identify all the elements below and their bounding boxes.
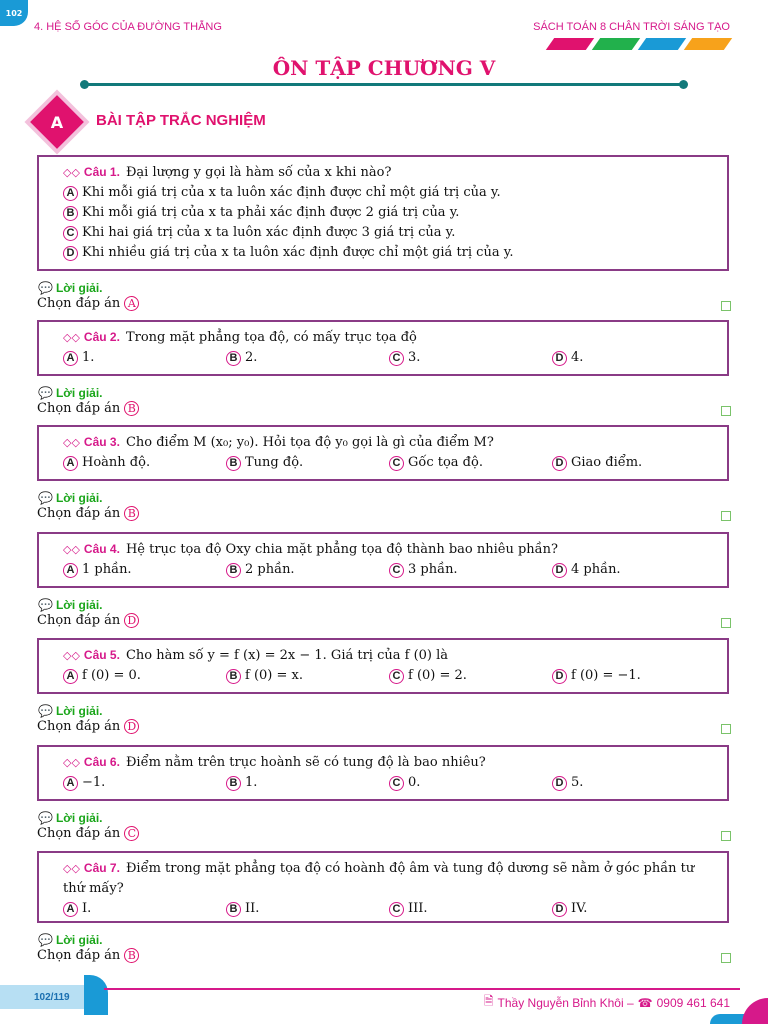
question-label: Câu 6. xyxy=(83,755,120,769)
option-c xyxy=(389,666,552,686)
options xyxy=(63,899,715,919)
option-letter: C xyxy=(389,456,404,471)
option-letter: B xyxy=(226,669,241,684)
option-letter: C xyxy=(389,351,404,366)
answer-letter: D xyxy=(124,613,139,628)
option-text: Khi mỗi giá trị của x ta phải xác định được 2 giá trị của y. xyxy=(82,205,460,220)
option-c xyxy=(389,899,552,919)
author-info xyxy=(484,992,730,1013)
option-c xyxy=(63,223,715,243)
solution-label xyxy=(38,491,103,505)
option-letter: A xyxy=(63,776,78,791)
end-of-proof-square xyxy=(721,301,731,311)
answer-letter: B xyxy=(124,401,139,416)
end-of-proof-square xyxy=(721,831,731,841)
stripe xyxy=(546,38,594,50)
solution-label-text: Lời giải. xyxy=(55,933,103,947)
option-letter: A xyxy=(63,902,78,917)
question-text xyxy=(63,328,715,348)
option-c xyxy=(389,773,552,793)
option-letter: C xyxy=(389,902,404,917)
solution-answer xyxy=(37,401,143,416)
solution-label xyxy=(38,281,103,295)
option-b xyxy=(63,203,715,223)
question-text xyxy=(63,433,715,453)
question-text xyxy=(63,646,715,666)
choose-answer-text: Chọn đáp án xyxy=(37,719,121,734)
solution-label-text: Lời giải. xyxy=(55,491,103,505)
option-b xyxy=(226,773,389,793)
question-marker-icon: ◇◇ xyxy=(63,756,80,769)
option-text: 1 phần. xyxy=(82,562,132,577)
chapter-header: 4. HỆ SỐ GÓC CỦA ĐƯỜNG THẲNG xyxy=(34,21,222,33)
option-a xyxy=(63,666,226,686)
choose-answer-text: Chọn đáp án xyxy=(37,401,121,416)
option-b xyxy=(226,348,389,368)
option-a xyxy=(63,183,715,203)
solution-answer xyxy=(37,296,143,311)
option-text: 1. xyxy=(245,775,258,790)
option-d xyxy=(552,560,715,580)
option-letter: D xyxy=(552,902,567,917)
page-counter: 102/119 xyxy=(0,985,90,1009)
options xyxy=(63,183,715,263)
speech-bubble-icon: 💬 xyxy=(38,281,53,295)
title-divider xyxy=(84,83,684,86)
option-text: 4 phần. xyxy=(571,562,621,577)
option-letter: C xyxy=(389,563,404,578)
end-of-proof-square xyxy=(721,511,731,521)
option-letter: B xyxy=(226,351,241,366)
option-c xyxy=(389,560,552,580)
answer-letter: A xyxy=(124,296,139,311)
solution-label xyxy=(38,811,103,825)
option-text: III. xyxy=(408,901,428,916)
option-letter: C xyxy=(389,669,404,684)
speech-bubble-icon: 💬 xyxy=(38,598,53,612)
option-text: II. xyxy=(245,901,260,916)
author-phone: 0909 461 641 xyxy=(656,995,730,1010)
corner-decoration xyxy=(742,998,768,1024)
option-b xyxy=(226,453,389,473)
options xyxy=(63,348,715,368)
question-text xyxy=(63,163,715,183)
choose-answer-text: Chọn đáp án xyxy=(37,613,121,628)
option-d xyxy=(552,899,715,919)
solution-label-text: Lời giải. xyxy=(55,281,103,295)
solution-label-text: Lời giải. xyxy=(55,386,103,400)
question-text xyxy=(63,753,715,773)
solution-label xyxy=(38,704,103,718)
footer-divider xyxy=(104,988,740,990)
option-text: 3 phần. xyxy=(408,562,458,577)
option-letter: D xyxy=(552,563,567,578)
page-number-tab: 102 xyxy=(0,0,28,26)
question-marker-icon: ◇◇ xyxy=(63,543,80,556)
option-letter: C xyxy=(63,226,78,241)
option-letter: B xyxy=(226,563,241,578)
end-of-proof-square xyxy=(721,724,731,734)
question-stem: Điểm nằm trên trục hoành sẽ có tung độ là bao nhiêu? xyxy=(125,755,486,770)
option-text: Khi hai giá trị của x ta luôn xác định được 3 giá trị của y. xyxy=(82,225,456,240)
speech-bubble-icon: 💬 xyxy=(38,491,53,505)
option-letter: A xyxy=(63,669,78,684)
stripe xyxy=(684,38,732,50)
solution-label xyxy=(38,598,103,612)
option-text: Hoành độ. xyxy=(82,455,151,470)
option-text: Gốc tọa độ. xyxy=(408,455,483,470)
end-of-proof-square xyxy=(721,618,731,628)
option-d xyxy=(552,773,715,793)
option-text: −1. xyxy=(82,775,106,790)
answer-letter: B xyxy=(124,506,139,521)
option-letter: B xyxy=(226,456,241,471)
option-text: f (0) = 2. xyxy=(408,668,467,683)
option-text: f (0) = 0. xyxy=(82,668,141,683)
question-stem: Cho điểm M (x₀; y₀). Hỏi tọa độ y₀ gọi là gì của điểm M? xyxy=(125,435,494,450)
option-d xyxy=(552,453,715,473)
section-letter: A xyxy=(50,112,64,132)
option-letter: B xyxy=(63,206,78,221)
options xyxy=(63,773,715,793)
option-text: f (0) = x. xyxy=(245,668,303,683)
question-text xyxy=(63,540,715,560)
end-of-proof-square xyxy=(721,406,731,416)
option-text: Khi mỗi giá trị của x ta luôn xác định được chỉ một giá trị của y. xyxy=(82,185,501,200)
question-label: Câu 7. xyxy=(83,861,120,875)
stripe xyxy=(592,38,640,50)
question-marker-icon: ◇◇ xyxy=(63,436,80,449)
question-label: Câu 2. xyxy=(83,330,120,344)
solution-label-text: Lời giải. xyxy=(55,704,103,718)
question-stem: Đại lượng y gọi là hàm số của x khi nào? xyxy=(125,165,392,180)
page-title: ÔN TẬP CHƯƠNG V xyxy=(272,56,496,80)
option-a xyxy=(63,453,226,473)
speech-bubble-icon: 💬 xyxy=(38,386,53,400)
speech-bubble-icon: 💬 xyxy=(38,811,53,825)
option-text: Khi nhiều giá trị của x ta luôn xác định được chỉ một giá trị của y. xyxy=(82,245,514,260)
option-text: 5. xyxy=(571,775,584,790)
options xyxy=(63,666,715,686)
question-box xyxy=(37,155,729,271)
header-stripes xyxy=(550,38,728,50)
option-text: Tung độ. xyxy=(245,455,304,470)
option-text: I. xyxy=(82,901,92,916)
question-label: Câu 4. xyxy=(83,542,120,556)
question-box xyxy=(37,532,729,588)
question-stem: Cho hàm số y = f (x) = 2x − 1. Giá trị của f (0) là xyxy=(125,648,449,663)
option-letter: B xyxy=(226,902,241,917)
option-letter: D xyxy=(552,776,567,791)
speech-bubble-icon: 💬 xyxy=(38,933,53,947)
answer-letter: B xyxy=(124,948,139,963)
question-marker-icon: ◇◇ xyxy=(63,649,80,662)
option-d xyxy=(552,348,715,368)
option-text: 4. xyxy=(571,350,584,365)
question-stem: Hệ trục tọa độ Oxy chia mặt phẳng tọa độ thành bao nhiêu phần? xyxy=(125,542,558,557)
option-c xyxy=(389,453,552,473)
option-b xyxy=(226,560,389,580)
question-stem: Điểm trong mặt phẳng tọa độ có hoành độ âm và tung độ dương sẽ nằm ở góc phần tư thứ mấy? xyxy=(63,861,695,896)
question-marker-icon: ◇◇ xyxy=(63,166,80,179)
options xyxy=(63,453,715,473)
option-letter: B xyxy=(226,776,241,791)
option-text: Giao điểm. xyxy=(571,455,643,470)
question-label: Câu 5. xyxy=(83,648,120,662)
option-b xyxy=(226,666,389,686)
choose-answer-text: Chọn đáp án xyxy=(37,296,121,311)
option-c xyxy=(389,348,552,368)
option-a xyxy=(63,348,226,368)
question-text xyxy=(63,859,715,899)
question-label: Câu 3. xyxy=(83,435,120,449)
question-box xyxy=(37,320,729,376)
choose-answer-text: Chọn đáp án xyxy=(37,948,121,963)
options xyxy=(63,560,715,580)
option-text: IV. xyxy=(571,901,588,916)
option-letter: D xyxy=(552,351,567,366)
solution-label xyxy=(38,933,103,947)
question-marker-icon: ◇◇ xyxy=(63,331,80,344)
choose-answer-text: Chọn đáp án xyxy=(37,506,121,521)
option-letter: C xyxy=(389,776,404,791)
solution-answer xyxy=(37,613,143,628)
option-text: 0. xyxy=(408,775,421,790)
solution-answer xyxy=(37,948,143,963)
option-letter: D xyxy=(552,456,567,471)
solution-label-text: Lời giải. xyxy=(55,811,103,825)
option-d xyxy=(552,666,715,686)
option-d xyxy=(63,243,715,263)
option-letter: D xyxy=(63,246,78,261)
option-text: 2. xyxy=(245,350,258,365)
option-letter: A xyxy=(63,456,78,471)
answer-letter: C xyxy=(124,826,139,841)
phone-icon: ☎ xyxy=(637,995,653,1010)
question-box xyxy=(37,851,729,923)
option-text: 3. xyxy=(408,350,421,365)
option-a xyxy=(63,773,226,793)
solution-answer xyxy=(37,506,143,521)
option-letter: D xyxy=(552,669,567,684)
option-letter: A xyxy=(63,351,78,366)
option-text: 1. xyxy=(82,350,95,365)
speech-bubble-icon: 💬 xyxy=(38,704,53,718)
end-of-proof-square xyxy=(721,953,731,963)
option-a xyxy=(63,899,226,919)
question-box xyxy=(37,638,729,694)
author-name: Thầy Nguyễn Bỉnh Khôi – xyxy=(497,995,634,1010)
solution-label xyxy=(38,386,103,400)
question-marker-icon: ◇◇ xyxy=(63,862,80,875)
solution-label-text: Lời giải. xyxy=(55,598,103,612)
document-icon: 🗎 xyxy=(483,994,494,1008)
question-stem: Trong mặt phẳng tọa độ, có mấy trục tọa độ xyxy=(125,330,417,345)
option-letter: A xyxy=(63,186,78,201)
question-box xyxy=(37,425,729,481)
option-a xyxy=(63,560,226,580)
stripe xyxy=(638,38,686,50)
answer-letter: D xyxy=(124,719,139,734)
pager-decoration xyxy=(84,975,108,1015)
solution-answer xyxy=(37,826,143,841)
book-header: SÁCH TOÁN 8 CHÂN TRỜI SÁNG TẠO xyxy=(533,21,730,33)
choose-answer-text: Chọn đáp án xyxy=(37,826,121,841)
option-b xyxy=(226,899,389,919)
section-title: BÀI TẬP TRẮC NGHIỆM xyxy=(96,112,266,129)
option-text: f (0) = −1. xyxy=(571,668,641,683)
question-label: Câu 1. xyxy=(83,165,120,179)
solution-answer xyxy=(37,719,143,734)
question-box xyxy=(37,745,729,801)
option-text: 2 phần. xyxy=(245,562,295,577)
option-letter: A xyxy=(63,563,78,578)
